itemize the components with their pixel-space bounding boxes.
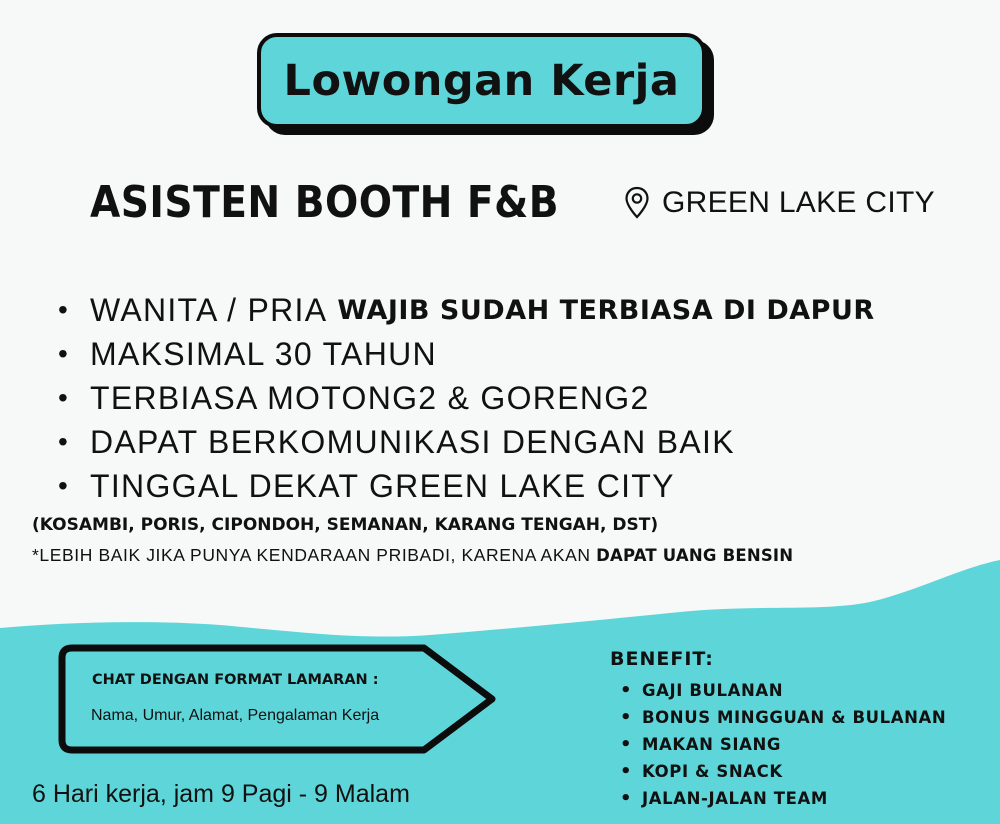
benefit-item [620,704,946,731]
note-text: *LEBIH BAIK JIKA PUNYA KENDARAAN PRIBADI, KARENA AKAN [32,545,591,565]
title-banner [257,33,714,135]
bullet-icon: • [58,426,70,457]
requirement-text: TINGGAL DEKAT GREEN LAKE CITY [90,467,675,504]
requirement-emphasis: WAJIB SUDAH TERBIASA DI DAPUR [337,294,875,326]
benefit-text: KOPI & SNACK [642,762,783,781]
bullet-icon: • [620,707,633,728]
benefit-item [620,785,946,812]
requirement-text: MAKSIMAL 30 TAHUN [90,335,437,372]
bullet-icon: • [58,470,70,501]
bullet-icon: • [58,294,70,325]
requirement-item [58,332,875,376]
benefit-text: GAJI BULANAN [642,681,784,700]
bullet-icon: • [620,734,633,755]
benefit-text: MAKAN SIANG [642,735,782,754]
areas-text: (KOSAMBI, PORIS, CIPONDOH, SEMANAN, KARANG TENGAH, DST) [32,515,659,535]
location-text: GREEN LAKE CITY [662,186,935,219]
benefit-title: BENEFIT: [610,648,714,670]
requirements-list [58,288,875,508]
bullet-icon: • [620,680,633,701]
benefit-text: JALAN-JALAN TEAM [642,789,828,808]
chat-format-fields: Nama, Umur, Alamat, Pengalaman Kerja [91,707,380,724]
benefit-item [620,677,946,704]
requirement-item [58,288,875,332]
requirement-item [58,376,875,420]
work-hours: 6 Hari kerja, jam 9 Pagi - 9 Malam [32,780,410,808]
bullet-icon: • [58,382,70,413]
chat-format-title: CHAT DENGAN FORMAT LAMARAN : [92,672,379,688]
note-emphasis: DAPAT UANG BENSIN [596,546,794,565]
benefit-text: BONUS MINGGUAN & BULANAN [642,708,947,727]
benefit-item [620,731,946,758]
requirement-text: DAPAT BERKOMUNIKASI DENGAN BAIK [90,423,735,460]
bullet-icon: • [620,788,633,809]
chat-format-arrow-shape [58,644,498,754]
vehicle-note [32,545,793,566]
job-title: ASISTEN BOOTH F&B [90,177,560,228]
location [624,186,935,220]
benefit-item [620,758,946,785]
requirement-text: TERBIASA MOTONG2 & GORENG2 [90,379,650,416]
requirement-item [58,464,875,508]
requirement-item [58,420,875,464]
page-title: Lowongan Kerja [257,33,706,128]
location-pin-icon [624,186,650,220]
benefit-list [620,677,946,812]
bullet-icon: • [620,761,633,782]
bullet-icon: • [58,338,70,369]
requirement-text: WANITA / PRIA [90,291,328,328]
